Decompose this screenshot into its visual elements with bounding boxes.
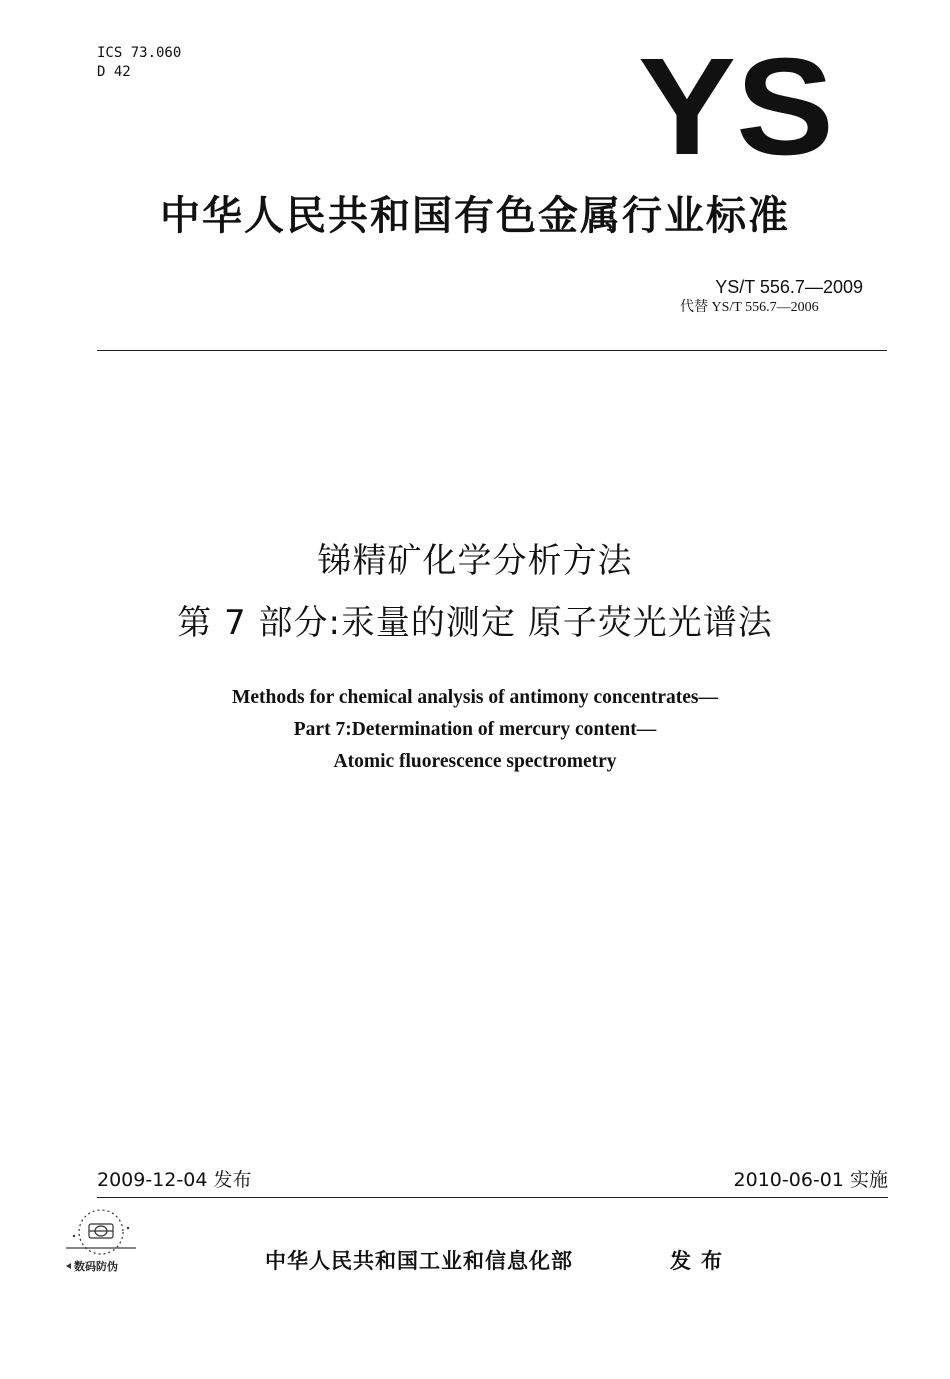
ccs-code: D 42: [97, 64, 131, 80]
anti-counterfeit-seal-icon: [58, 1206, 144, 1288]
effective-date: 2010-06-01 实施: [733, 1169, 888, 1191]
classification-block: [97, 44, 181, 82]
chinese-title-line-1: 锑精矿化学分析方法: [317, 541, 633, 581]
chinese-title-line-2: 第 7 部分:汞量的测定 原子荧光光谱法: [177, 603, 773, 643]
publish-label: 发布: [670, 1249, 732, 1273]
issue-date: 2009-12-04 发布: [97, 1169, 252, 1191]
ys-logo: [636, 46, 836, 162]
publisher-name: 中华人民共和国工业和信息化部: [265, 1249, 573, 1273]
english-title-line-3: Atomic fluorescence spectrometry: [333, 751, 617, 772]
replaces-standard: 代替 YS/T 556.7—2006: [680, 300, 819, 315]
industry-standard-title: 中华人民共和国有色金属行业标准: [160, 193, 790, 239]
stamp-text: 数码防伪: [74, 1260, 118, 1273]
standard-number: YS/T 556.7—2009: [715, 277, 863, 297]
footer-divider: [97, 1197, 888, 1198]
ys-logo-text: YS: [638, 46, 834, 162]
english-title-line-1: Methods for chemical analysis of antimony concentrates—: [231, 687, 718, 708]
ics-code: ICS 73.060: [97, 45, 182, 61]
english-title-line-2: Part 7:Determination of mercury content—: [293, 719, 657, 740]
header-divider: [97, 350, 887, 351]
